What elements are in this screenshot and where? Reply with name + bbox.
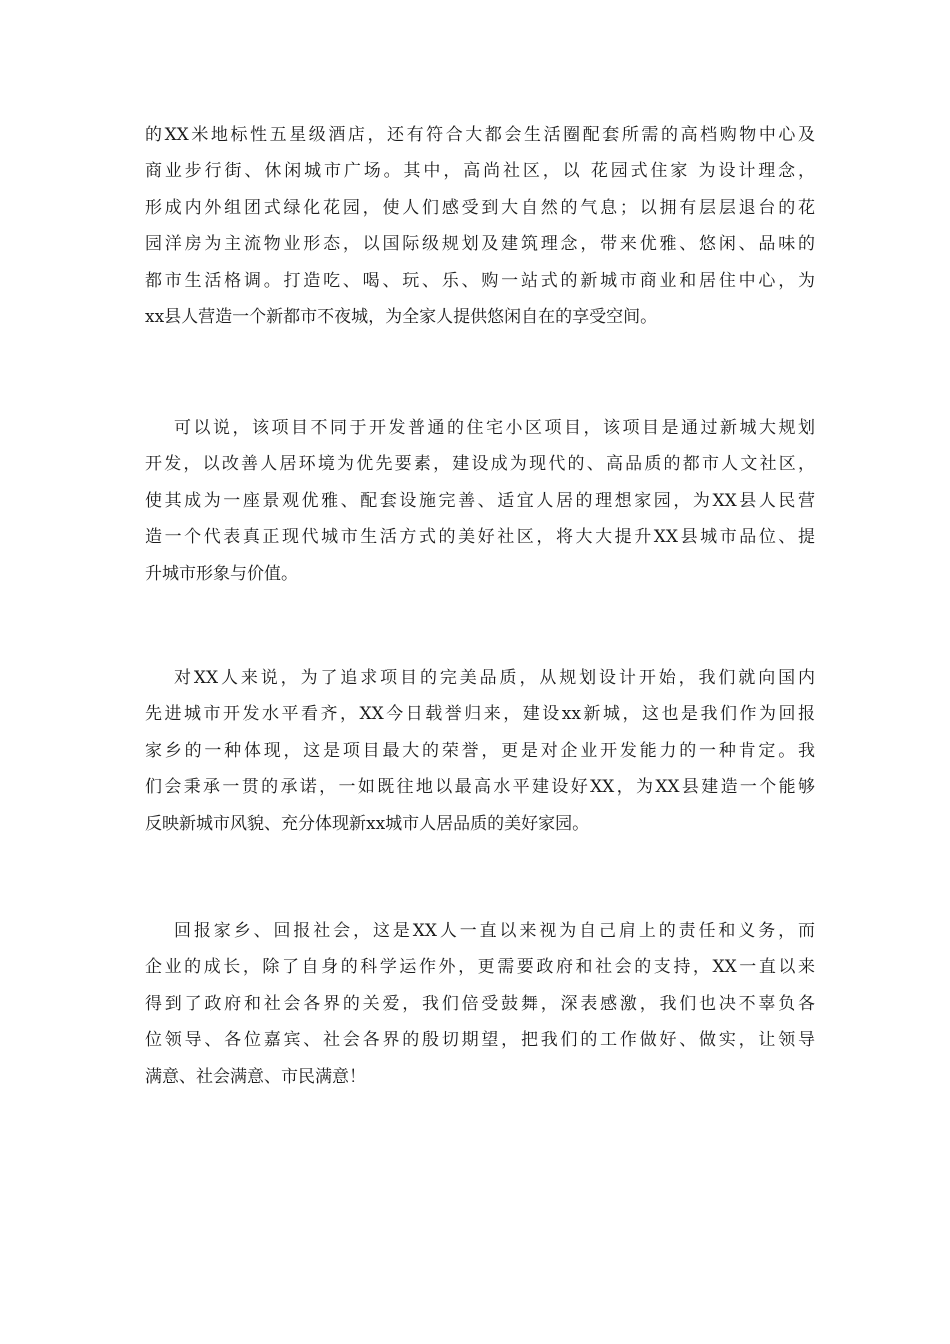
text-line: 可以说，该项目不同于开发普通的住宅小区项目，该项目是通过新城大规划 (174, 418, 815, 438)
paragraph-2 (145, 410, 815, 592)
text-line: 的XX米地标性五星级酒店，还有符合大都会生活圈配套所需的高档购物中心及 (145, 125, 815, 145)
text-line: 形成内外组团式绿化花园，使人们感受到大自然的气息；以拥有层层退台的花 (145, 197, 815, 218)
text-line: 都市生活格调。打造吃、喝、玩、乐、购一站式的新城市商业和居住中心，为 (145, 270, 815, 291)
text-line: 满意、社会满意、市民满意！ (145, 1066, 366, 1087)
text-line: xx县人营造一个新都市不夜城，为全家人提供悠闲自在的享受空间。 (145, 306, 658, 327)
text-line: 商业步行街、休闲城市广场。其中，高尚社区，以 花园式住家 为设计理念， (145, 161, 815, 182)
paragraph-1 (145, 117, 815, 335)
text-line: 对XX人来说，为了追求项目的完美品质，从规划设计开始，我们就向国内 (174, 668, 815, 688)
paragraph-4 (145, 913, 815, 1095)
text-line: 开发，以改善人居环境为优先要素，建设成为现代的、高品质的都市人文社区， (145, 454, 815, 475)
paragraph-3 (145, 660, 815, 842)
text-line: 园洋房为主流物业形态，以国际级规划及建筑理念，带来优雅、悠闲、品味的 (145, 234, 815, 255)
text-line: 使其成为一座景观优雅、配套设施完善、适宜人居的理想家园，为XX县人民营 (145, 490, 815, 511)
text-line: 们会秉承一贯的承诺，一如既往地以最高水平建设好XX，为XX县建造一个能够 (145, 777, 815, 798)
text-line: 升城市形象与价值。 (145, 563, 298, 584)
text-line: 企业的成长，除了自身的科学运作外，更需要政府和社会的支持，XX一直以来 (145, 957, 815, 978)
text-line: 位领导、各位嘉宾、社会各界的殷切期望，把我们的工作做好、做实，让领导 (145, 1030, 815, 1051)
text-line: 回报家乡、回报社会，这是XX人一直以来视为自己肩上的责任和义务，而 (174, 921, 815, 941)
text-line: 家乡的一种体现，这是项目最大的荣誉，更是对企业开发能力的一种肯定。我 (145, 740, 815, 761)
text-line: 得到了政府和社会各界的关爱，我们倍受鼓舞，深表感激，我们也决不辜负各 (145, 993, 815, 1014)
text-line: 反映新城市风貌、充分体现新xx城市人居品质的美好家园。 (145, 813, 590, 834)
text-line: 造一个代表真正现代城市生活方式的美好社区，将大大提升XX县城市品位、提 (145, 527, 815, 548)
text-line: 先进城市开发水平看齐，XX今日载誉归来，建设xx新城，这也是我们作为回报 (145, 704, 815, 725)
